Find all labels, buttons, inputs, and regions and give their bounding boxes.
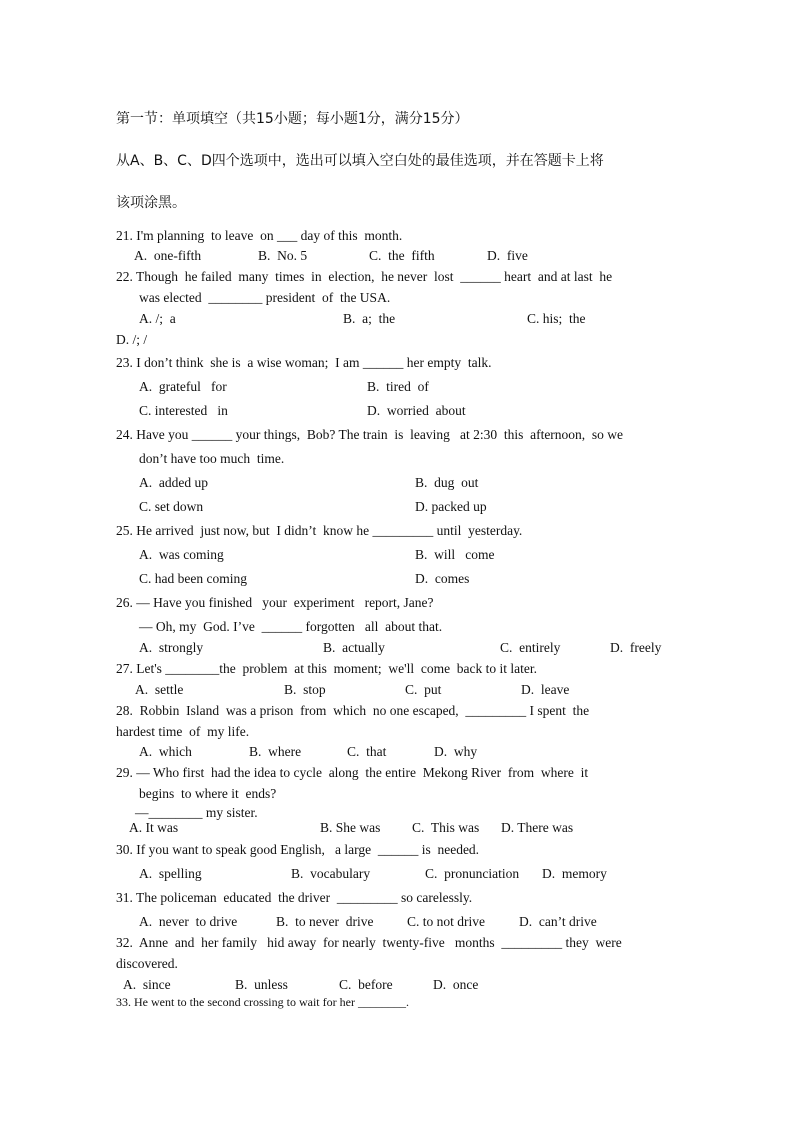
q25-option-a: A. was coming xyxy=(139,547,224,562)
question-29-stem-cont: begins to where it ends? xyxy=(139,786,277,801)
q30-option-d: D. memory xyxy=(542,866,607,881)
q28-option-a: A. which xyxy=(139,744,192,759)
question-22-stem: 22. Though he failed many times in election, he never lost ______ heart and at last he xyxy=(116,269,613,284)
q21-option-d: D. five xyxy=(487,248,528,263)
question-32-stem-cont: discovered. xyxy=(116,956,178,971)
q26-option-a: A. strongly xyxy=(139,640,204,655)
q23-option-a: A. grateful for xyxy=(139,379,227,394)
q22-option-d: D. /; / xyxy=(116,332,148,347)
instruction-line: 该项涂黑。 xyxy=(116,195,186,211)
q30-option-b: B. vocabulary xyxy=(291,866,371,881)
q25-option-c: C. had been coming xyxy=(139,571,247,586)
q32-option-c: C. before xyxy=(339,977,393,992)
q32-option-d: D. once xyxy=(433,977,479,992)
question-29-answer-line: —________ my sister. xyxy=(135,805,258,820)
q31-option-d: D. can’t drive xyxy=(519,914,597,929)
q25-option-b: B. will come xyxy=(415,547,495,562)
question-26-stem-cont: — Oh, my God. I’ve ______ forgotten all about that. xyxy=(139,619,443,634)
section-title: 第一节：单项填空（共15小题；每小题1分，满分15分） xyxy=(116,111,469,127)
q26-option-c: C. entirely xyxy=(500,640,561,655)
question-28-stem-cont: hardest time of my life. xyxy=(116,724,250,739)
q26-option-d: D. freely xyxy=(610,640,662,655)
q24-option-a: A. added up xyxy=(139,475,208,490)
q29-option-b: B. She was xyxy=(320,820,381,835)
q32-option-a: A. since xyxy=(123,977,171,992)
q23-option-b: B. tired of xyxy=(367,379,429,394)
question-29-stem: 29. — Who first had the idea to cycle along the entire Mekong River from where it xyxy=(116,765,589,780)
question-32-stem: 32. Anne and her family hid away for nearly twenty-five months _________ they were xyxy=(116,935,622,950)
q24-option-b: B. dug out xyxy=(415,475,479,490)
question-33-stem: 33. He went to the second crossing to wait for her ________. xyxy=(116,995,409,1009)
q23-option-c: C. interested in xyxy=(139,403,228,418)
q31-option-c: C. to not drive xyxy=(407,914,485,929)
q21-option-c: C. the fifth xyxy=(369,248,435,263)
q30-option-c: C. pronunciation xyxy=(425,866,520,881)
question-26-stem: 26. — Have you finished your experiment report, Jane? xyxy=(116,595,434,610)
question-22-stem-cont: was elected ________ president of the USA. xyxy=(139,290,391,305)
q22-option-a: A. /; a xyxy=(139,311,176,326)
q27-option-d: D. leave xyxy=(521,682,570,697)
q29-option-c: C. This was xyxy=(412,820,480,835)
question-30-stem: 30. If you want to speak good English, a large ______ is needed. xyxy=(116,842,480,857)
question-23-stem: 23. I don’t think she is a wise woman; I am ______ her empty talk. xyxy=(116,355,492,370)
q29-option-d: D. There was xyxy=(501,820,574,835)
q27-option-b: B. stop xyxy=(284,682,326,697)
q24-option-c: C. set down xyxy=(139,499,204,514)
q26-option-b: B. actually xyxy=(323,640,385,655)
question-24-stem-cont: don’t have too much time. xyxy=(139,451,285,466)
q31-option-a: A. never to drive xyxy=(139,914,238,929)
q22-option-b: B. a; the xyxy=(343,311,396,326)
q28-option-b: B. where xyxy=(249,744,302,759)
q27-option-c: C. put xyxy=(405,682,442,697)
question-24-stem: 24. Have you ______ your things, Bob? The train is leaving at 2:30 this afternoon, so we xyxy=(116,427,624,442)
q28-option-d: D. why xyxy=(434,744,478,759)
q23-option-d: D. worried about xyxy=(367,403,466,418)
q21-option-b: B. No. 5 xyxy=(258,248,308,263)
instruction-line: 从A、B、C、D四个选项中，选出可以填入空白处的最佳选项，并在答题卡上将 xyxy=(116,153,604,169)
question-21-stem: 21. I'm planning to leave on ___ day of this month. xyxy=(116,228,403,243)
q25-option-d: D. comes xyxy=(415,571,470,586)
q31-option-b: B. to never drive xyxy=(276,914,374,929)
q28-option-c: C. that xyxy=(347,744,387,759)
q27-option-a: A. settle xyxy=(135,682,184,697)
q21-option-a: A. one-fifth xyxy=(134,248,202,263)
question-25-stem: 25. He arrived just now, but I didn’t know he _________ until yesterday. xyxy=(116,523,523,538)
question-28-stem: 28. Robbin Island was a prison from which no one escaped, _________ I spent the xyxy=(116,703,590,718)
q30-option-a: A. spelling xyxy=(139,866,202,881)
q29-option-a: A. It was xyxy=(129,820,179,835)
q24-option-d: D. packed up xyxy=(415,499,487,514)
question-27-stem: 27. Let's ________the problem at this moment; we'll come back to it later. xyxy=(116,661,538,676)
question-31-stem: 31. The policeman educated the driver _________ so carelessly. xyxy=(116,890,473,905)
q22-option-c: C. his; the xyxy=(527,311,586,326)
q32-option-b: B. unless xyxy=(235,977,288,992)
